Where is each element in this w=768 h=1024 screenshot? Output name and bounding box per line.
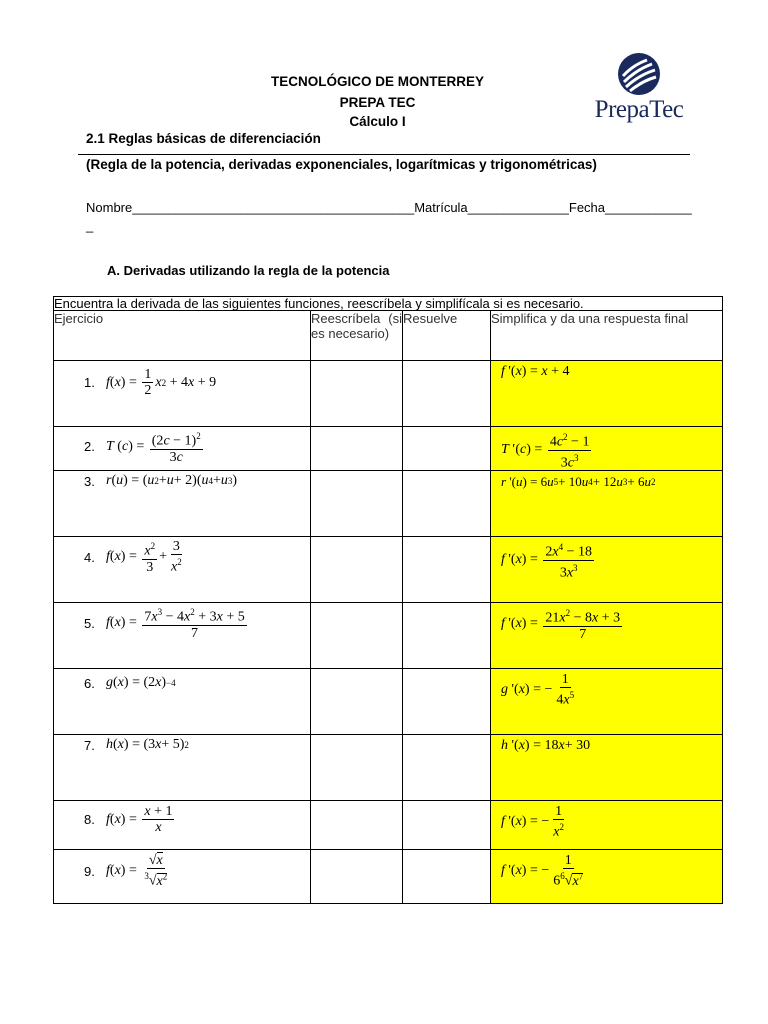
table-row: [54, 427, 723, 471]
rewrite-cell[interactable]: [311, 801, 403, 850]
rewrite-cell[interactable]: [311, 850, 403, 904]
exercise-number: 5.: [84, 615, 95, 631]
solve-cell[interactable]: [403, 801, 491, 850]
answer-cell[interactable]: [491, 361, 723, 427]
answer-cell[interactable]: [491, 850, 723, 904]
exercise-number: 4.: [84, 549, 95, 565]
answer-formula: f '( x ) = $\frac{21x^2 - 8x + 3}{7}$: [501, 608, 621, 642]
answer-cell[interactable]: [491, 537, 723, 603]
solve-cell[interactable]: [403, 537, 491, 603]
exercise-cell: [54, 801, 311, 850]
exercise-formula: h ( x ) = (3 x + 5) 2: [106, 737, 189, 753]
part-a-title: A. Derivadas utilizando la regla de la potencia: [107, 263, 390, 278]
answer-formula: f '( x ) = − $\frac{1}{6^6√x^7}$: [501, 853, 584, 889]
logo-text: PrepaTec: [594, 96, 684, 123]
exercise-cell: [54, 537, 311, 603]
exercise-formula: f ( x ) = $\frac{x^2}{3}$ + $\frac{3}{x^2}$: [106, 539, 182, 575]
divider: [78, 154, 690, 155]
exercise-number: 6.: [84, 675, 95, 691]
answer-formula: f '( x ) = $\frac{2x^4 - 18}{3x^3}$: [501, 542, 592, 581]
exercise-formula: r ( u ) = ( u 2 + u + 2)( u 4 + u 3 ): [106, 473, 238, 489]
answer-cell[interactable]: [491, 735, 723, 801]
exercise-number: 3.: [84, 473, 95, 489]
solve-cell[interactable]: [403, 735, 491, 801]
exercise-cell: [54, 603, 311, 669]
table-row: [54, 603, 723, 669]
answer-cell[interactable]: [491, 669, 723, 735]
table-intro: Encuentra la derivada de las siguientes funciones, reescríbela y simplifícala si es necesario.: [54, 297, 723, 311]
solve-cell[interactable]: [403, 603, 491, 669]
answer-cell[interactable]: [491, 471, 723, 537]
exercise-number: 7.: [84, 737, 95, 753]
table-header-row: [54, 311, 723, 361]
exercise-formula: T ( c ) = $\frac{(2c - 1)^2}{3c}$: [106, 431, 201, 465]
exercise-formula: f ( x ) = $\frac{√x}{^3√x^2}$: [106, 853, 168, 889]
rewrite-cell[interactable]: [311, 471, 403, 537]
answer-formula: g '( x ) = − $\frac{1}{4x^5}$: [501, 672, 575, 708]
student-info-line[interactable]: Nombre_______________________________________Matrícula______________Fecha_____________: [86, 200, 692, 233]
exercise-number: 9.: [84, 863, 95, 879]
header-simplifica: Simplifica y da una respuesta final: [491, 311, 723, 361]
rewrite-cell[interactable]: [311, 427, 403, 471]
exercise-cell: [54, 669, 311, 735]
exercise-cell: [54, 361, 311, 427]
rewrite-cell[interactable]: [311, 735, 403, 801]
rewrite-cell[interactable]: [311, 361, 403, 427]
header-resuelve: Resuelve: [403, 311, 491, 361]
institution-title: TECNOLÓGICO DE MONTERREY: [270, 74, 484, 89]
flame-globe-icon: [590, 52, 688, 96]
exercise-formula: g ( x ) = (2 x ) −4: [106, 675, 176, 691]
rewrite-cell[interactable]: [311, 669, 403, 735]
exercise-cell: [54, 735, 311, 801]
prepatec-logo: [590, 52, 688, 130]
answer-formula: h '( x ) = 18 x + 30: [501, 738, 591, 754]
header-ejercicio: Ejercicio: [54, 311, 311, 361]
table-row: [54, 669, 723, 735]
exercise-formula: f ( x ) = $\frac{1}{2}$ x 2 + 4 x + 9: [106, 367, 217, 398]
section-title: 2.1 Reglas básicas de diferenciación: [86, 131, 321, 146]
exercise-number: 2.: [84, 439, 95, 455]
table-row: [54, 735, 723, 801]
answer-cell[interactable]: [491, 801, 723, 850]
school-title: PREPA TEC: [339, 95, 416, 110]
answer-formula: r '( u ) = 6 u 5 + 10 u 4 + 12 u 3 + 6 u 2: [501, 474, 656, 490]
exercise-formula: f ( x ) = $\frac{7x^3 - 4x^2 + 3x + 5}{7}$: [106, 607, 245, 641]
table-row: [54, 850, 723, 904]
exercise-number: 8.: [84, 812, 95, 828]
answer-formula: f '( x ) = x + 4: [501, 364, 570, 379]
exercise-cell: [54, 850, 311, 904]
table-intro-row: [54, 297, 723, 311]
solve-cell[interactable]: [403, 850, 491, 904]
rewrite-cell[interactable]: [311, 603, 403, 669]
answer-cell[interactable]: [491, 603, 723, 669]
solve-cell[interactable]: [403, 427, 491, 471]
rewrite-cell[interactable]: [311, 537, 403, 603]
answer-formula: T ′( c ) = $\frac{4c^2 - 1}{3c^3}$: [501, 432, 590, 471]
section-subtitle: (Regla de la potencia, derivadas exponenciales, logarítmicas y trigonométricas): [86, 157, 597, 172]
answer-cell[interactable]: [491, 427, 723, 471]
exercise-table: [53, 296, 723, 904]
header-reescribela: Reescríbela (si es necesario): [311, 311, 403, 361]
table-row: [54, 471, 723, 537]
solve-cell[interactable]: [403, 361, 491, 427]
course-title: Cálculo I: [349, 114, 406, 129]
exercise-formula: f ( x ) = $\frac{x + 1}{x}$: [106, 804, 173, 836]
table-row: [54, 537, 723, 603]
answer-formula: f '( x ) = − $\frac{1}{x^2}$: [501, 804, 564, 840]
solve-cell[interactable]: [403, 471, 491, 537]
table-row: [54, 361, 723, 427]
solve-cell[interactable]: [403, 669, 491, 735]
table-row: [54, 801, 723, 850]
exercise-number: 1.: [84, 375, 95, 390]
exercise-cell: [54, 471, 311, 537]
exercise-cell: [54, 427, 311, 471]
